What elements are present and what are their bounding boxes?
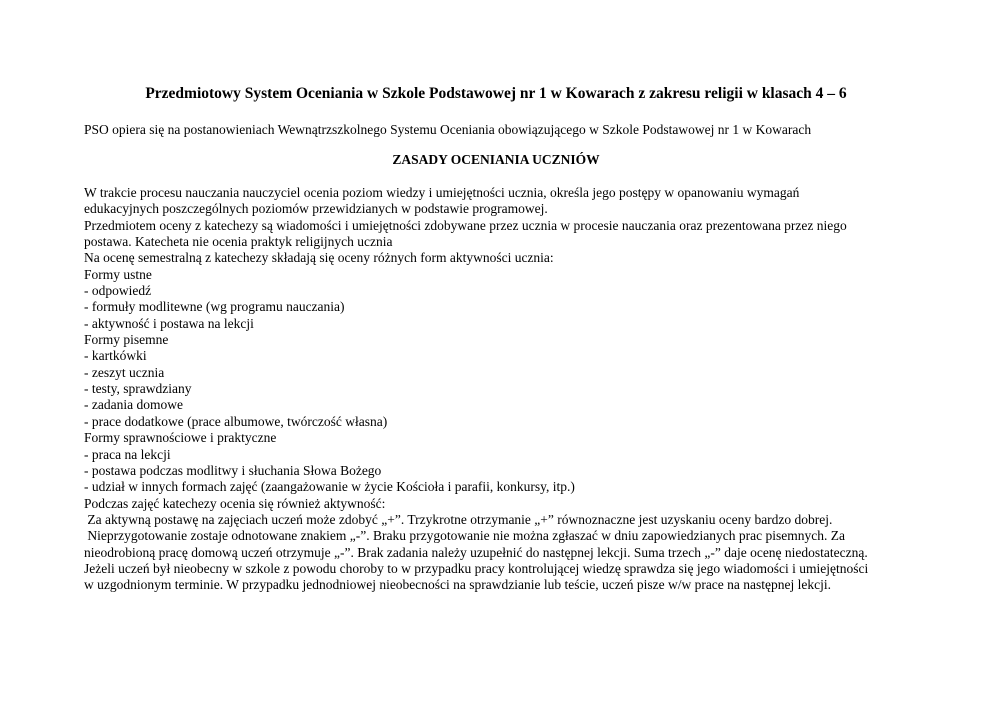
intro-paragraph: PSO opiera się na postanowieniach Wewnątrzszkolnego Systemu Oceniania obowiązującego w Szkole Podstawowej nr 1 w Kowarach xyxy=(84,122,812,137)
body-line: Na ocenę semestralną z katechezy składają się oceny różnych form aktywności ucznia: xyxy=(84,250,554,266)
document-title: Przedmiotowy System Oceniania w Szkole Podstawowej nr 1 w Kowarach z zakresu religii w klasach 4 – 6 xyxy=(145,85,847,102)
body-line: W trakcie procesu nauczania nauczyciel ocenia poziom wiedzy i umiejętności ucznia, określa jego postępy w opanowaniu wymagań xyxy=(84,185,800,200)
body-line: - testy, sprawdziany xyxy=(84,381,192,397)
body-text xyxy=(84,185,924,594)
body-line: Formy pisemne xyxy=(84,332,169,348)
body-line: - udział w innych formach zajęć (zaangażowanie w życie Kościoła i parafii, konkursy, itp.) xyxy=(84,479,575,495)
body-line: Za aktywną postawę na zajęciach uczeń może zdobyć „+”. Trzykrotne otrzymanie „+” równoznaczne jest uzyskaniu oceny bardzo dobrej. xyxy=(84,511,833,527)
body-line: nieodrobioną pracę domową uczeń otrzymuje „-”. Brak zadania należy uzupełnić do następnej lekcji. Suma trzech „-” daje ocenę niedostateczną. xyxy=(84,544,868,560)
body-line: - kartkówki xyxy=(84,348,147,364)
body-line: edukacyjnych poszczególnych poziomów przewidzianych w podstawie programowej. xyxy=(84,201,548,217)
body-line: postawa. Katecheta nie ocenia praktyk religijnych ucznia xyxy=(84,234,393,250)
body-line: Podczas zajęć katechezy ocenia się również aktywność: xyxy=(84,495,386,511)
section-heading: ZASADY OCENIANIA UCZNIÓW xyxy=(392,152,600,167)
body-line: Jeżeli uczeń był nieobecny w szkole z powodu choroby to w przypadku pracy kontrolującej wiedzę sprawdza się jego wiadomości i umiejętności xyxy=(84,560,869,576)
body-line: Formy sprawnościowe i praktyczne xyxy=(84,430,277,446)
body-line: - praca na lekcji xyxy=(84,446,171,462)
body-line: - formuły modlitewne (wg programu nauczania) xyxy=(84,299,345,315)
body-line: - postawa podczas modlitwy i słuchania Słowa Bożego xyxy=(84,462,382,478)
body-line: - aktywność i postawa na lekcji xyxy=(84,315,254,331)
body-line: Przedmiotem oceny z katechezy są wiadomości i umiejętności zdobywane przez ucznia w procesie nauczania oraz prezentowana przez niego xyxy=(84,217,847,233)
body-line: Formy ustne xyxy=(84,266,152,282)
body-line: - zadania domowe xyxy=(84,397,183,413)
body-line: - prace dodatkowe (prace albumowe, twórczość własna) xyxy=(84,413,388,429)
body-line: w uzgodnionym terminie. W przypadku jednodniowej nieobecności na sprawdzianie lub teście, uczeń pisze w/w prace na następnej lekcji. xyxy=(84,577,832,593)
body-line: - odpowiedź xyxy=(84,283,152,299)
body-line: Nieprzygotowanie zostaje odnotowane znakiem „-”. Braku przygotowanie nie można zgłaszać w dniu zapowiedzianych prac pisemnych. Za xyxy=(84,528,845,544)
body-line: - zeszyt ucznia xyxy=(84,364,165,380)
